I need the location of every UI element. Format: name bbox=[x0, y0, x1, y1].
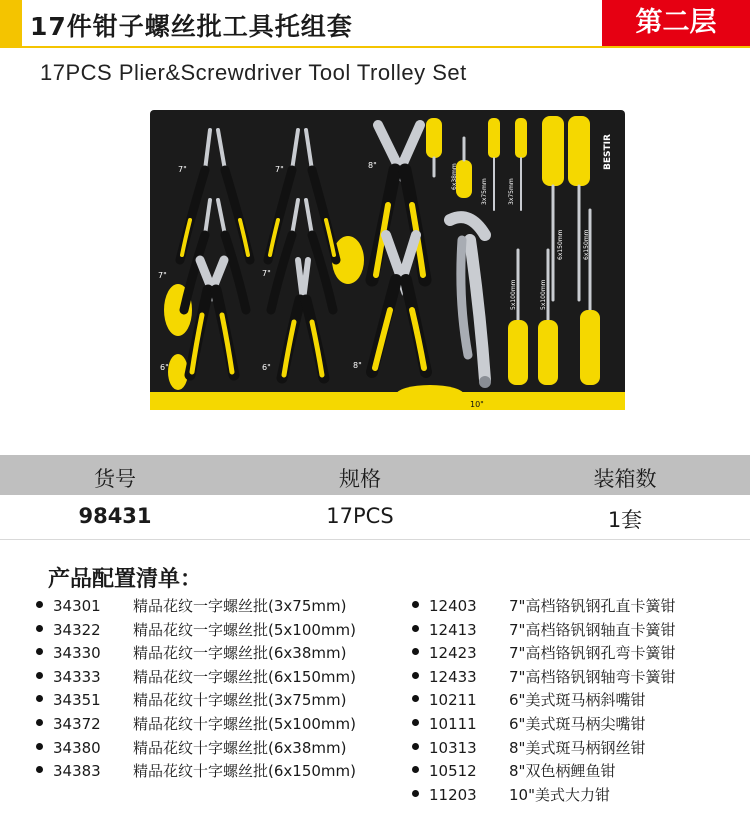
item-name: 精品花纹十字螺丝批(6x38mm) bbox=[133, 738, 347, 757]
bullet-icon bbox=[36, 695, 43, 702]
list-item bbox=[412, 713, 675, 737]
item-code: 12423 bbox=[429, 644, 477, 663]
bullet-icon bbox=[36, 766, 43, 773]
bullet-icon bbox=[36, 625, 43, 632]
item-name: 7"高档铬钒钢孔弯卡簧钳 bbox=[509, 644, 676, 663]
item-name: 精品花纹十字螺丝批(5x100mm) bbox=[133, 714, 356, 733]
page-subtitle: 17PCS Plier&Screwdriver Tool Trolley Set bbox=[40, 60, 467, 85]
bullet-icon bbox=[412, 625, 419, 632]
item-name: 精品花纹一字螺丝批(6x150mm) bbox=[133, 667, 356, 686]
item-name: 6"美式斑马柄斜嘴钳 bbox=[509, 691, 646, 710]
item-name: 精品花纹一字螺丝批(3x75mm) bbox=[133, 597, 347, 615]
item-code: 12403 bbox=[429, 597, 477, 615]
item-code: 10313 bbox=[429, 738, 477, 757]
list-item bbox=[36, 760, 356, 784]
size-label-9: 10" bbox=[470, 400, 484, 409]
item-code: 34380 bbox=[53, 738, 101, 757]
item-code: 34383 bbox=[53, 762, 101, 781]
bullet-icon bbox=[412, 766, 419, 773]
list-item bbox=[36, 619, 356, 643]
cell-pack-qty: 1套 bbox=[607, 508, 643, 532]
list-item bbox=[36, 713, 356, 737]
tray-foam-base bbox=[150, 392, 625, 410]
item-name: 精品花纹十字螺丝批(6x150mm) bbox=[133, 762, 356, 781]
list-item bbox=[36, 737, 356, 761]
size-label-8: 8" bbox=[353, 361, 362, 370]
item-code: 10512 bbox=[429, 762, 477, 781]
list-item bbox=[412, 737, 675, 761]
item-code: 11203 bbox=[429, 785, 477, 804]
cell-spec: 17PCS bbox=[326, 504, 394, 528]
list-item bbox=[36, 666, 356, 690]
list-item bbox=[412, 666, 675, 690]
cell-item-no: 98431 bbox=[78, 504, 152, 528]
bullet-icon bbox=[412, 695, 419, 702]
size-label-6: 6" bbox=[160, 363, 169, 372]
list-item bbox=[36, 642, 356, 666]
item-code: 10211 bbox=[429, 691, 477, 710]
item-name: 10"美式大力钳 bbox=[509, 785, 610, 804]
item-code: 34330 bbox=[53, 644, 101, 663]
list-item bbox=[36, 595, 356, 619]
list-item bbox=[412, 689, 675, 713]
config-list-title: 产品配置清单： bbox=[48, 567, 203, 592]
sd-label-7: 5x100mm bbox=[540, 279, 547, 310]
list-item bbox=[412, 619, 675, 643]
bullet-icon bbox=[36, 648, 43, 655]
layer-badge: 第二层 bbox=[602, 0, 750, 46]
bullet-icon bbox=[36, 601, 43, 608]
bullet-icon bbox=[36, 719, 43, 726]
bullet-icon bbox=[412, 672, 419, 679]
item-code: 34322 bbox=[53, 620, 101, 639]
item-name: 7"高档铬钒钢轴弯卡簧钳 bbox=[509, 667, 676, 686]
bullet-icon bbox=[412, 743, 419, 750]
item-name: 精品花纹十字螺丝批(3x75mm) bbox=[133, 691, 347, 710]
size-label-4: 7" bbox=[262, 269, 271, 278]
list-item bbox=[412, 595, 675, 619]
item-name: 6"美式斑马柄尖嘴钳 bbox=[509, 714, 646, 733]
sd-label-4: 6x150mm bbox=[557, 229, 564, 260]
item-name: 8"双色柄鲤鱼钳 bbox=[509, 762, 616, 781]
item-code: 34351 bbox=[53, 691, 101, 710]
list-item bbox=[412, 784, 675, 808]
list-item bbox=[412, 642, 675, 666]
list-item bbox=[36, 689, 356, 713]
header-pack-qty: 装箱数 bbox=[593, 467, 657, 491]
bullet-icon bbox=[412, 719, 419, 726]
config-list-right bbox=[412, 595, 675, 807]
header-accent-stripe bbox=[0, 0, 22, 46]
item-name: 7"高档铬钒钢孔直卡簧钳 bbox=[509, 597, 676, 615]
bullet-icon bbox=[412, 648, 419, 655]
list-item bbox=[412, 760, 675, 784]
header-spec: 规格 bbox=[339, 467, 381, 491]
size-label-5: 8" bbox=[368, 161, 377, 170]
config-list-left bbox=[36, 595, 356, 784]
item-name: 精品花纹一字螺丝批(6x38mm) bbox=[133, 644, 347, 663]
bullet-icon bbox=[36, 743, 43, 750]
size-label-2: 7" bbox=[275, 165, 284, 174]
size-label-3: 7" bbox=[158, 271, 167, 280]
page-title: 17件钳子螺丝批工具托组套 bbox=[30, 12, 353, 41]
header-divider bbox=[0, 46, 750, 48]
sd-label-3: 3x75mm bbox=[508, 178, 515, 205]
sd-label-2: 3x75mm bbox=[481, 178, 488, 205]
item-code: 34333 bbox=[53, 667, 101, 686]
header-bar bbox=[0, 0, 750, 46]
item-code: 34301 bbox=[53, 597, 101, 615]
header-item-no: 货号 bbox=[94, 467, 136, 491]
spec-table-header bbox=[0, 455, 750, 495]
sd-label-5: 6x150mm bbox=[583, 229, 590, 260]
bullet-icon bbox=[36, 672, 43, 679]
bullet-icon bbox=[412, 601, 419, 608]
bullet-icon bbox=[412, 790, 419, 797]
sd-label-6: 5x100mm bbox=[510, 279, 517, 310]
item-name: 8"美式斑马柄钢丝钳 bbox=[509, 738, 646, 757]
size-label-7: 6" bbox=[262, 363, 271, 372]
item-code: 12413 bbox=[429, 620, 477, 639]
tool-tray-image bbox=[150, 110, 625, 410]
item-code: 10111 bbox=[429, 714, 477, 733]
size-label-1: 7" bbox=[178, 165, 187, 174]
spec-table-row bbox=[0, 495, 750, 540]
item-name: 精品花纹一字螺丝批(5x100mm) bbox=[133, 620, 356, 639]
item-code: 12433 bbox=[429, 667, 477, 686]
item-code: 34372 bbox=[53, 714, 101, 733]
sd-label-1: 6x38mm bbox=[451, 163, 458, 190]
brand-logo: BESTIR bbox=[603, 134, 613, 170]
item-name: 7"高档铬钒钢轴直卡簧钳 bbox=[509, 620, 676, 639]
